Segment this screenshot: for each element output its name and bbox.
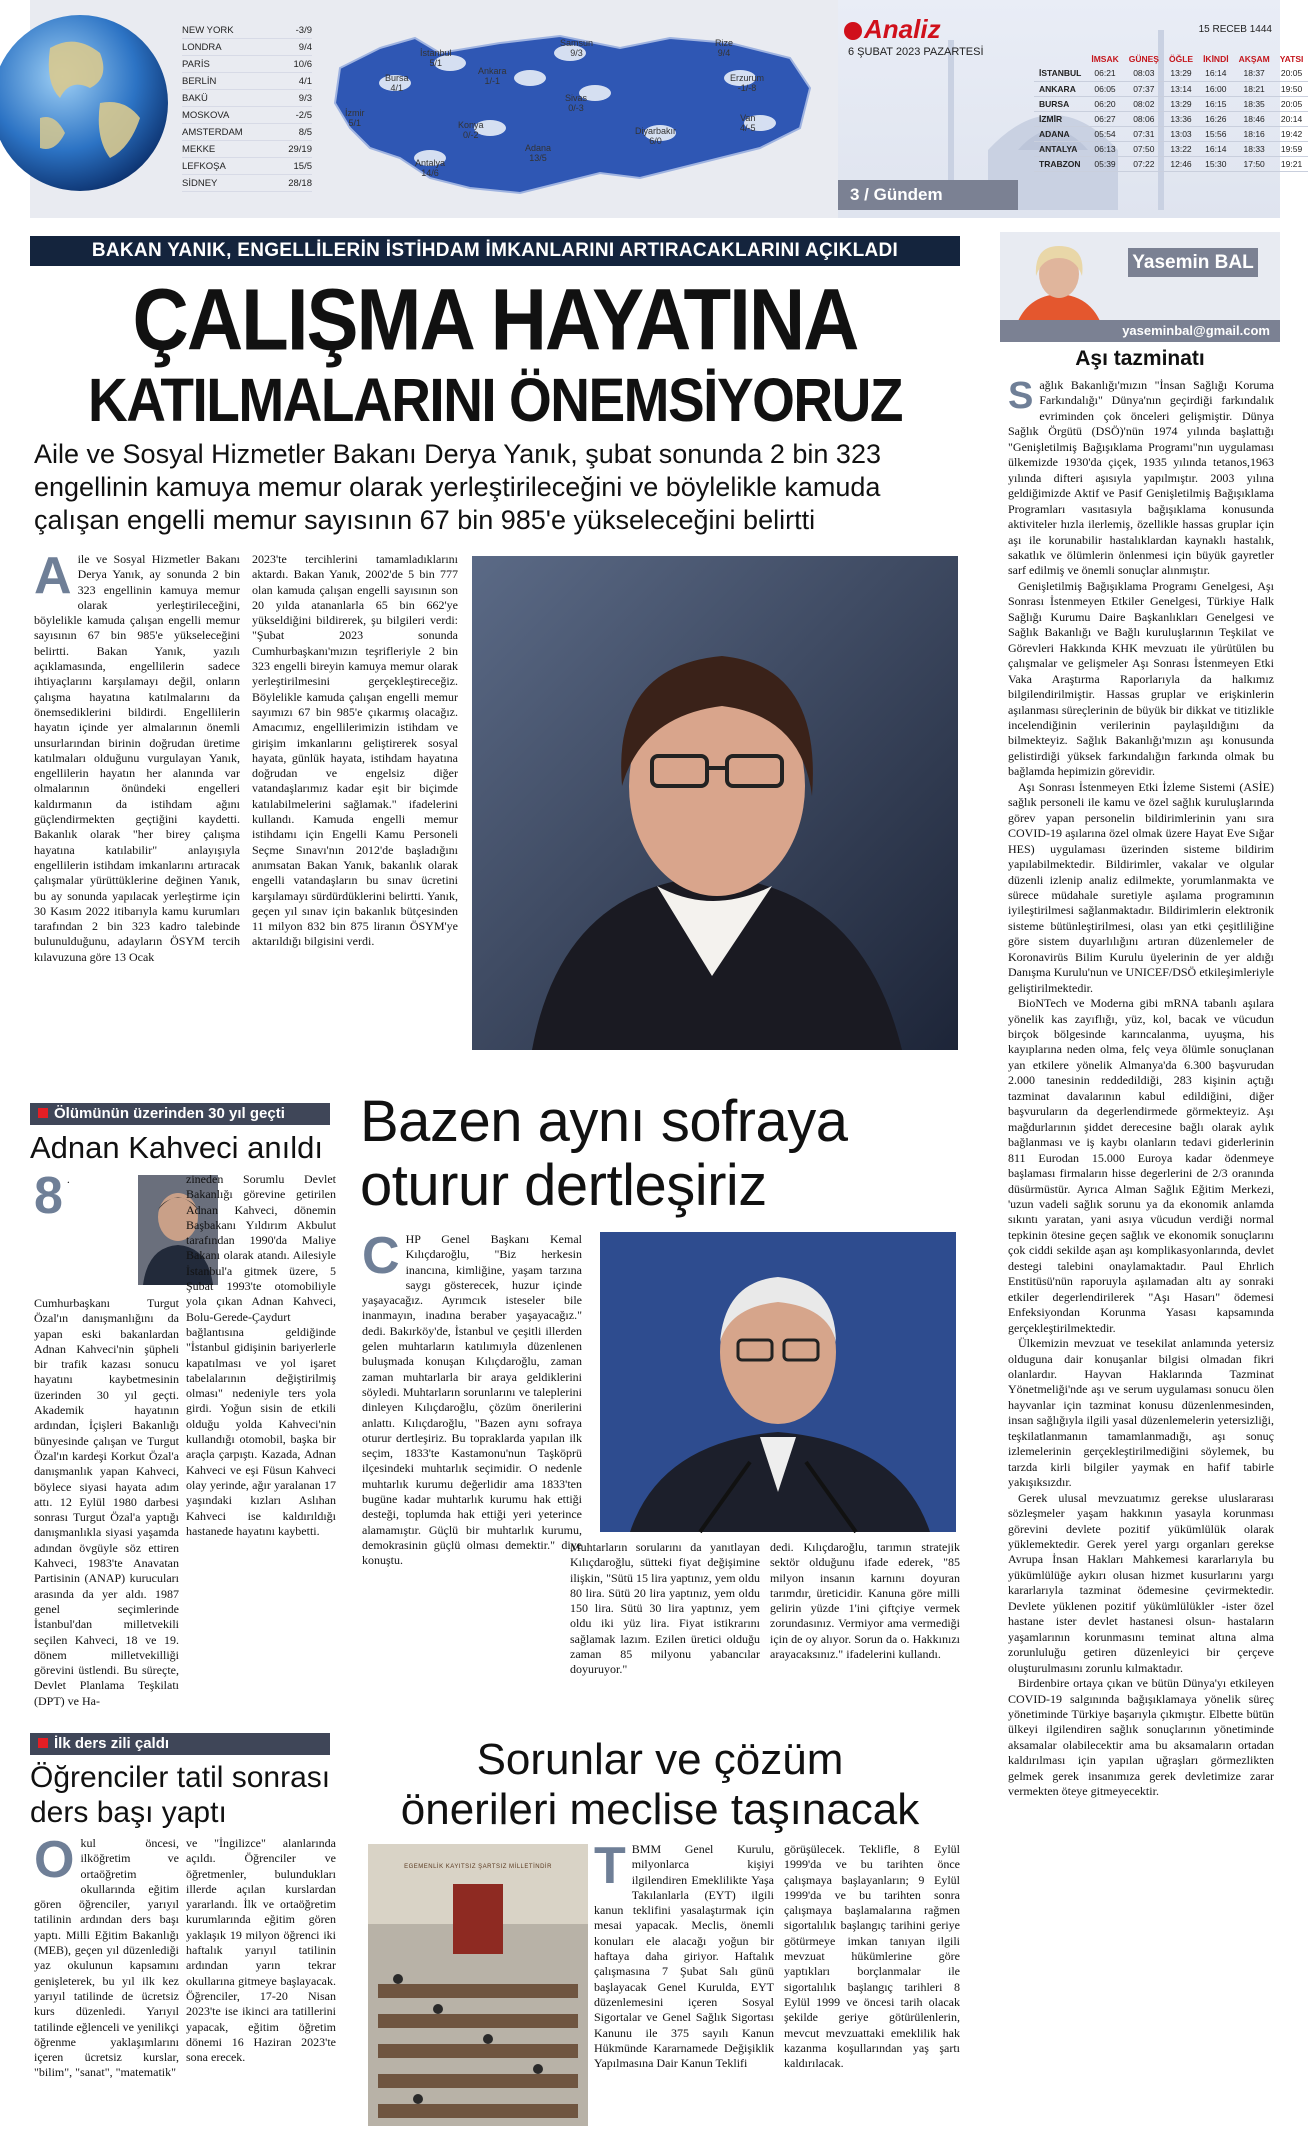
kilicdaroglu-column-3: dedi. Kılıçdaroğlu, tarımın stratejik sektör olduğunu ifade ederek, "85 milyon insanın karnını doyuran tarımdır, üreticidir. Kanuna göre milli gelirin yüzde 1'ini çiftçiye vermek zorundasınız. Vermiyor ama vermediği için de oy alıyor. Sorun da o. Hakkınızı arayacaksınız." ifadelerini kullandı. (770, 1540, 960, 1662)
photo-inscription: EGEMENLİK KAYITSIZ ŞARTSIZ MİLLETİNDİR (404, 1864, 552, 1870)
map-city: Bursa 4/1 (385, 73, 409, 93)
dropcap: C (362, 1227, 400, 1285)
author-email[interactable]: yaseminbal@gmail.com (1000, 320, 1280, 342)
logo: Analiz (844, 14, 941, 45)
world-weather-row: SİDNEY 28/18 (182, 175, 312, 192)
prayer-row: ADANA 05:54 07:31 13:03 15:56 18:16 19:42 (1034, 126, 1308, 141)
column-paragraph: Genişletilmiş Bağışıklama Programı Genelgesi, Aşı Sonrası İstenmeyen Etkiler Genelgesi, Türkiye Halk Sağlığı Kurumu Daire Başkanlıkları Genelgesi ve Sağlık Bakanlığı ve Bağlı kuruluşlarının Teşkilat ve Görevleri Hakkında KHK mevzuatı ile yürütülen bu çalışmalar ve gelişmeler Aşı Sonrası İstenmeyen Etki Vaka Araştırma Raporlarıyla da halkımız bilgilendirilmiştir. Hassas gruplar ve erişkinlerin aşılanması süreçlerinin de büyük bir dikkat ve titizlikle incelendiğinin verilerinin paylaşıldığını da bilmekteyiz. Sağlık Bakanlığı'mızın aşı konusunda gelistirdiği yüksek farkındalığın farkında olmak bu bağlamda hepimizin görevidir. (1008, 578, 1274, 779)
weather-header (30, 0, 1304, 218)
square-bullet-icon (38, 1108, 48, 1118)
column-header (1000, 232, 1280, 342)
globe-icon (30, 8, 180, 208)
column-paragraph: Gerek ulusal mevzuatımız gerekse uluslararası sözleşmeler yaşam hakkının yasayla korunması görevini devlete pozitif yükümlülük olarak yüklemektedir. Gerek yerel yargı organları gerekse Avrupa İnsan Hakları Mahkemesi kararlarıyla bu yükümlülüğe aykırı olusan hizmet kusurlarını yargı kararlarıyla tazminat ödemesine çevirmektedir. Devlete yüklenen pozitif yükümlülükler -ister özel hastane ister devlet hastanesi olsun- hastaların yaşamlarının korunmasını teminat altına alma zorunluluğu getiren düzenleyici bir çerçeve oluşturulmasını zorunlu kılmaktadır. (1008, 1490, 1274, 1675)
author-photo (1004, 236, 1114, 332)
column-paragraph: Aşı Sonrası İstenmeyen Etki İzleme Sistemi (ASİE) sağlık personeli ile kamu ve özel sağlık kuruluşlarında görev yapan personelin bildirimlerinin yanı sıra COVID-19 aşılarına özel olmak üzere Hayat Eve Sığar HES) uygulaması üzerinden sisteme bildirim yapılabilmektedir. Bildirimler, vakalar ve olgular düzenli izlenip analiz edilmekte, yorumlanmakta ve sürece müdahale suretiyle aşılama programının iyileştirilmesi sağlanmaktadır. Bildirimlerin elektronik sisteme bütünleştirilmesi, olası yan etki çeşitliliğine göre sistem duyarlılığını artıran düzenlemeler de Koronavirüs Bilim Kurulu üyelerinin de yer aldığı Danışma Kurulu'nun ve UNICEF/DSÖ etkileşimleriyle geliştirilmektedir. (1008, 779, 1274, 995)
issue-date: 6 ŞUBAT 2023 PAZARTESİ (848, 46, 984, 58)
world-weather-row: PARİS 10/6 (182, 56, 312, 73)
kilicdaroglu-photo (600, 1232, 956, 1532)
column-paragraph: Birdenbire ortaya çıkan ve bütün Dünya'yı etkileyen COVID-19 salgınında bağışıklamaya yönelik süreç yönetiminde Türkiye başarıyla çıkmıştır. Elbette bütün ülkeyi ilgilendiren sağlık sonuçlarının yönetiminde aksamalar olabilecektir ama bu aksamaların ortadan kaldırılması için yapılan uğraşları görmezlikten gelmek gerek insanımıza gerek devletimize zarar vermekten öteye gitmeyecektir. (1008, 1676, 1274, 1799)
kilicdaroglu-column-1: CHP Genel Başkanı Kemal Kılıçdaroğlu, "Biz herkesin inancına, kimliğine, yaşam tarzına saygı gösterecek, huzur içinde yaşayacağız. Ayrımcık isteseler bile inanmayın, inadına beraber yaşayacağız." dedi. Bakırköy'de, İstanbul ve çeşitli illerden gelen muhtarların katılımıyla düzenlenen buluşmada konuşan Kılıçdaroğlu, zaman zaman muhtarlarla bir araya geldiklerini söyledi. Muhtarların sorunlarını ve taleplerini dinleyen Kılıçdaroğlu, çözüm önerilerini anlattı. Kılıçdaroğlu, "Bazen aynı sofraya oturur dertleşiriz. Bu topraklarda yapılan ilk seçim, 1833'te Kastamonu'nun Taşköprü ilçesindeki muhtarlık seçimidir. O nedenle muhtarlık kurumu değerlidir ama 1833'ten bugüne kadar muhtarlık kurumu hak ettiği desteği, toplumda hak ettiği yeri yeterince alamamıştır. Güçlü bir muhtarlık kurumu, demokrasinin güçlü olması demektir." diye konuştu. (362, 1227, 582, 1568)
author-name: Yasemin BAL (1128, 248, 1258, 277)
map-city: Ankara 1/-1 (478, 66, 507, 86)
tbmm-photo (368, 1844, 588, 2126)
parliament-photo-icon (368, 1844, 588, 2126)
map-city: Rize 9/4 (715, 38, 734, 58)
dropcap: A (34, 547, 72, 605)
map-city: İzmir 5/1 (345, 108, 365, 128)
hijri-date: 15 RECEB 1444 (1198, 24, 1272, 35)
kahveci-column-1: 8 . Cumhurbaşkanı Turgut Özal'ın danışmanlığını da yapan eski bakanlardan Adnan Kahveci'nin şüpheli bir trafik kazası sonucu hayatını kaybetmesinin üzerinden 30 yıl geçti. Akademik hayatının ardından, İçişleri Bakanlığı bünyesinde çalışan ve Turgut Özal'ın kardeşi Korkut Özal'a danışmanlık yapan Kahveci, böylece siyasi hayata adım attı. 12 Eylül 1980 darbesi sonrası Turgut Özal'a yaptığı danışmanlıkla siyasi yaşamda adından övgüyle söz ettiren Kahveci, 1983'te Anavatan Partisinin (ANAP) kurucuları arasında da yer aldı. 1987 genel seçimlerinde İstanbul'dan milletvekili seçilen Kahveci, 18 ve 19. dönem milletvekilliği görevini üstlendi. Bu süreçte, Devlet Planlama Teşkilatı (DPT) ve Ha- (34, 1167, 179, 1708)
dropcap: S (1008, 375, 1034, 417)
ogrenciler-title: Öğrenciler tatil sonrası ders başı yaptı (30, 1761, 331, 1829)
map-city: Konya 0/-2 (458, 120, 484, 140)
world-weather-row: MOSKOVA -2/5 (182, 107, 312, 124)
prayer-row: İSTANBUL 06:21 08:03 13:29 16:14 18:37 20:05 (1034, 66, 1308, 81)
map-city: Van 4/-5 (740, 113, 756, 133)
world-weather-row: MEKKE 29/19 (182, 141, 312, 158)
opinion-column (1000, 232, 1280, 2133)
kahveci-kicker: Ölümünün üzerinden 30 yıl geçti (30, 1103, 330, 1125)
prayer-header-row: İMSAK GÜNEŞ ÖĞLE İKİNDİ AKŞAM YATSI (1091, 54, 1304, 64)
world-weather-row: LEFKOŞA 15/5 (182, 158, 312, 175)
prayer-row: ANTALYA 06:13 07:50 13:22 16:14 18:33 19:59 (1034, 141, 1308, 156)
tbmm-column-2: görüşülecek. Teklifle, 8 Eylül 1999'da ve bu tarihten önce çalışmaya başlayanların; 9 Eylül 1999'da ve bu tarihten sonra çalışmaya başlamalarına rağmen sigortalılık başlangıç tarihini geriye götürmeye imkan tanıyan ilgili mevzuat hükümlerine göre yaptıkları borçlanmalar ile sigortalılık başlangıç tarihleri 8 Eylül 1999 ve öncesi tarih olacak şekilde geriye götürülenlerin, mevcut mevzuattaki emeklilik hak kazanma koşullarından yaş şartı kaldırılacak. (784, 1842, 960, 2071)
kahveci-title: Adnan Kahveci anıldı (30, 1130, 323, 1165)
world-weather-row: BAKÜ 9/3 (182, 90, 312, 107)
world-weather-row: NEW YORK -3/9 (182, 22, 312, 39)
map-city: Adana 13/5 (525, 143, 552, 163)
dropcap: 8 (34, 1167, 63, 1225)
dropcap: T (594, 1837, 626, 1895)
lead-summary: Aile ve Sosyal Hizmetler Bakanı Derya Yanık, şubat sonunda 2 bin 323 engellinin kamuya memur olarak yerleştirileceğini ve böylelikle kamuda çalışan engelli memur sayısının 67 bin 985'e yükseleceğini belirtti (34, 439, 881, 535)
prayer-row: ANKARA 06:05 07:37 13:14 16:00 18:21 19:50 (1034, 81, 1308, 96)
column-title: Aşı tazminatı (1075, 347, 1205, 370)
column-paragraph: Sağlık Bakanlığı'mızın "İnsan Sağlığı Koruma Farkındalığı" Dünya'nın geçirdiği farkındalık evriminden çok önceleri gelişmiştir. Dünya Sağlık Örgütü (DSÖ)'nün 1974 yılında başlattığı "Genişletilmiş Bağışıklama Programı"nın uygulaması ülkemizde 1930'da çiçek, 1935 yılında tetanos,1963 yılında difteri aşısıyla yapılmıştır. 2003 yılına geldiğimizde Aktif ve Pasif Genişletilmiş Bağışıklama Programları vasıtasıyla bağışıklama konusunda aktiviteler hızla ilerlemiş, özellikle hassas gruplar için aşı ile korunabilir hastalıklardan kaynaklı hastalık, sakatlık ve ölümlerin önlenmesi için büyük gayretler sarf edilmiş ve önemli sonuçlar alınmıştır. (1008, 375, 1274, 578)
lead-kicker: BAKAN YANIK, ENGELLİLERİN İSTİHDAM İMKANLARINI ARTIRACAKLARINI AÇIKLADI (30, 236, 960, 266)
map-city: Diyarbakır 6/0 (635, 126, 677, 146)
map-city: Antalya 14/6 (415, 158, 446, 178)
world-weather-row: LONDRA 9/4 (182, 39, 312, 56)
kahveci-column-2: zineden Sorumlu Devlet Bakanlığı görevine getirilen Adnan Kahveci, dönemin Başbakanı Yıldırım Akbulut tarafından 1990'da Maliye Bakanı olarak atandı. Ailesiyle İstanbul'a gitmek üzere, 5 Şubat 1993'te otomobiliyle yola çıkan Adnan Kahveci, Bolu-Gerede-Çaydurt bağlantısına geldiğinde "İstanbul gidişinin bariyerlerle kapatılması ve yol işaret tabelalarının değiştirilmiş olması" nedeniyle ters yola girdi. Yoğun sisin de etkili olduğu yolda Kahveci'nin kullandığı otomobil, başka bir araçla çarpıştı. Kazada, Adnan Kahveci ve eşi Füsun Kahveci olay yerinde, ağır yaralanan 17 yaşındaki kızları Aslıhan Kahveci ise kaldırıldığı hastanede hayatını kaybetti. (186, 1172, 336, 1538)
lead-column-2: 2023'te tercihlerini tamamladıklarını aktardı. Bakan Yanık, 2002'de 5 bin 777 olan kamuda çalışan engelli sayısının son 20 yılda atananlarla 65 bin 662'ye yükseldiğini bildirerek, şu bilgileri verdi: "Şubat 2023 sonunda Cumhurbaşkanı'mızın teşrifleriyle 2 bin 323 engelli bireyin kamuya memur olarak yerleştirilmesini gerçekleştireceğiz. Böylelikle kamuda çalışan engelli memur sayımızı 67 bin 985'e çıkarmış olacağız. Amacımız, engellilerimizin istihdam ve girişim imkanlarını geliştirerek sosyal hayata, günlük hayata, istihdam hayatına doğrudan ve engelsiz diğer vatandaşlarımız kadar eşit bir biçimde katılabilmelerini sağlamak." ifadelerini kullandı. Kamuda engelli memur istihdamı için Engelli Kamu Personeli Seçme Sınavı'nın 2012'de başladığını anımsatan Bakan Yanık, bakanlık olarak engelli vatandaşların bu sınav ücretini karşılamayı sürdürdüklerini belirtti. Yanık, geçen yıl sınav için bakanlık bütçesinden 11 milyon 832 bin 875 liranın ÖSYM'ye aktarıldığı bilgisini verdi. (252, 552, 458, 949)
map-city: Erzurum -1/-8 (730, 73, 765, 93)
prayer-times-panel (838, 0, 1304, 218)
ogrenciler-kicker: İlk ders zili çaldı (30, 1733, 330, 1755)
ogrenciler-column-1: Okul öncesi, ilköğretim ve ortaöğretim okullarında eğitim gören öğrenciler, yarıyıl tatilinin ardından ders başı yaptı. Milli Eğitim Bakanlığı (MEB), geçen yıl düzenlediği yaz okulunun kapsamını genişleterek, bu yıl ilk kez yarıyıl tatilinde de ücretsiz kurs düzenledi. Yarıyıl tatilinde eğlenceli ve yenilikçi öğrenme yaklaşımlarını içeren ücretsiz kurslar, "bilim", "sanat", "matematik" (34, 1831, 179, 2080)
dropcap: O (34, 1831, 75, 1889)
column-body (1008, 375, 1274, 1800)
page-label: 3 / Gündem (838, 180, 1018, 210)
prayer-times-table (1034, 52, 1308, 172)
lead-column-1: Aile ve Sosyal Hizmetler Bakanı Derya Yanık, ay sonunda 2 bin 323 engellinin kamuya memur olarak yerleştirileceğini, böylelikle kamuda çalışan engelli memur sayısının 67 bin 985'e yükseleceğini belirtti. Bakan Yanık, yazılı açıklamasında, engellilerin sadece ihtiyaçlarını karşılamayı değil, onların çalışma hayatına katılmalarını da önemsediklerini bildirdi. Engellilerin hayatın içinde yer almalarının önemli unsurlarından birinin doğrudan üretime katılmaları olduğunu vurgulayan Yanık, engellilerin hayatın her alanında var olmalarının önündeki engelleri kaldırmanın da istihdam ağını güçlendirmekten geçtiğini kaydetti. Bakanlık olarak "her birey çalışma hayatına katılabilir" anlayışıyla engellilerin istihdam imkanlarını artıracak çalışmalar yürüttüklerine değinen Yanık, bu ay sonunda yapılacak yerleştirme için 30 Kasım 2022 itibarıyla kamu kurumları tarafından 2 bin 323 kadro talebinde bulunulduğunu, adayların ÖSYM tercih kılavuzuna göre 13 Ocak (34, 547, 240, 964)
prayer-row: İZMİR 06:27 08:06 13:36 16:26 18:46 20:14 (1034, 111, 1308, 126)
kilicdaroglu-column-2: Muhtarların sorularını da yanıtlayan Kılıçdaroğlu, sütteki fiyat değişimine ilişkin, "Sütü 15 lira yaptınız, yem oldu 80 lira. Sütü 20 lira yaptınız, yem oldu 150 lira. Sütü 30 lira yaptınız, yem oldu iki yüz lira. Fiyat istikrarını sağlamak lazım. Ezilen üretici olduğu zaman 85 milyonu yabancılar doyuruyor." (570, 1540, 760, 1677)
world-weather-row: AMSTERDAM 8/5 (182, 124, 312, 141)
turkey-weather-map (320, 8, 820, 208)
lead-photo (472, 556, 958, 1050)
world-weather-list (182, 22, 312, 192)
kilicdaroglu-title: Bazen aynı sofraya oturur dertleşiriz (360, 1089, 848, 1218)
square-bullet-icon (38, 1738, 48, 1748)
logo-mark-icon (844, 22, 862, 40)
lead-headline: ÇALIŞMA HAYATINA (132, 269, 858, 369)
column-paragraph: BioNTech ve Moderna gibi mRNA tabanlı aşılara yönelik kas zayıflığı, yüz, kol, bacak ve vücudun birçok bölgesinde karıncalanma, uyuşma, his kayıplarına neden olma, felç veya ölümle sonuçlanan yan etkilere yönelik Almanya'da 6.300 başvurudan 2.000 tanesinin reddedildiği, 283 kişinin açtığı tazminat davalarının kabul edildiğini, diğer başvuruların da degerlendirmede görmekteyiz. Aşı mağdurlarının şiddet derecesine bağlı olarak aylık bağlanması ve iş kaybı olanların tedavi giderlerinin 811 Eurodan 15.000 Euroya kadar ödenmeye başlaması firmaların hisse degerlerini de 2/3 oranında düsürmüstür. Ayrıca Alman Sağlık Eğitim Merkezi, 'uzun vadeli sağlık sorunu ya da ekonomik anlamda sıkıntı yaratan, yani asıya vücudun verdiği normal tepkinin ötesine geçen sağlık ve ekonomik sonuçlarını çok ciddi sekilde aşan aşı komplikasyonlarında, devlet destegi talebini onaylamaktadır. Paul Ehrlich Enstitüsü'nün raporuyla aşılamadan altı ay sonraki etkiler degerlendirilerek "Aşı Hasarı" ödemesi Enfeksiyondan Korunma Yasası kapsamında gerçekleştirilmektedir. (1008, 996, 1274, 1335)
map-city: Samsun 9/3 (560, 38, 594, 58)
world-weather-row: BERLİN 4/1 (182, 73, 312, 90)
prayer-row: TRABZON 05:39 07:22 12:46 15:30 17:50 19:21 (1034, 156, 1308, 171)
map-city: Sivas 0/-3 (565, 93, 588, 113)
prayer-row: BURSA 06:20 08:02 13:29 16:15 18:35 20:05 (1034, 96, 1308, 111)
map-city: İstanbul 5/1 (420, 48, 452, 68)
column-paragraph: Ülkemizin mevzuat ve tesekilat anlamında yetersiz olduguna dair konuşanlar bilgisi olmadan fikri olanlardır. Hayvan Haklarında Tazminat Yönetmeliği'nde aşı ve serum uygulaması sonucu ölen hayvanlar için tazminat konusu düzenlenmesinden, insan sağlığıyla ilgili yasal düzenlemelerin yetersizliği, teşkilatlanmanın tamamlanmadığı, aşı sonuç izlemelerinin gerçekleştirilmediğini söylemek, bu tarzda kirli bilgiler yaymak en hafif tabirle yakışıksızdır. (1008, 1336, 1274, 1490)
lead-headline-line2: KATILMALARINI ÖNEMSİYORUZ (88, 365, 902, 435)
tbmm-column-1: TBMM Genel Kurulu, milyonlarca kişiyi ilgilendiren Emeklilikte Yaşa Takılanlarla (EYT) ilgili kanun teklifini yasalaştırmak için mesai yapacak. Meclis, önemli konuları ele alacağı yoğun bir haftaya daha giriyor. Haftalık çalışmasına 7 Şubat Salı günü başlayacak Genel Kurulda, EYT düzenlemesini içeren Sosyal Sigortalar ve Genel Sağlık Sigortası Kanunu ile 375 sayılı Kanun Hükmünde Kararnamede Değişiklik Yapılmasına Dair Kanun Teklifi (594, 1837, 774, 2071)
ogrenciler-column-2: ve "İngilizce" alanlarında açıldı. Öğrenciler ve öğretmenler, bulundukları illerde açılan kurslardan yararlandı. İlk ve ortaöğretim kurumlarında eğitim gören yaklaşık 19 milyon öğrenci iki haftalık yarıyıl tatilinin ardından yarın tekrar okullarına gitmeye başlayacak. Öğrenciler, 17-20 Nisan 2023'te ise ikinci ara tatillerini yapacak, eğitim öğretim dönemi 16 Haziran 2023'te sona erecek. (186, 1836, 336, 2065)
tbmm-title: Sorunlar ve çözüm önerileri meclise taşınacak (400, 1735, 920, 1834)
